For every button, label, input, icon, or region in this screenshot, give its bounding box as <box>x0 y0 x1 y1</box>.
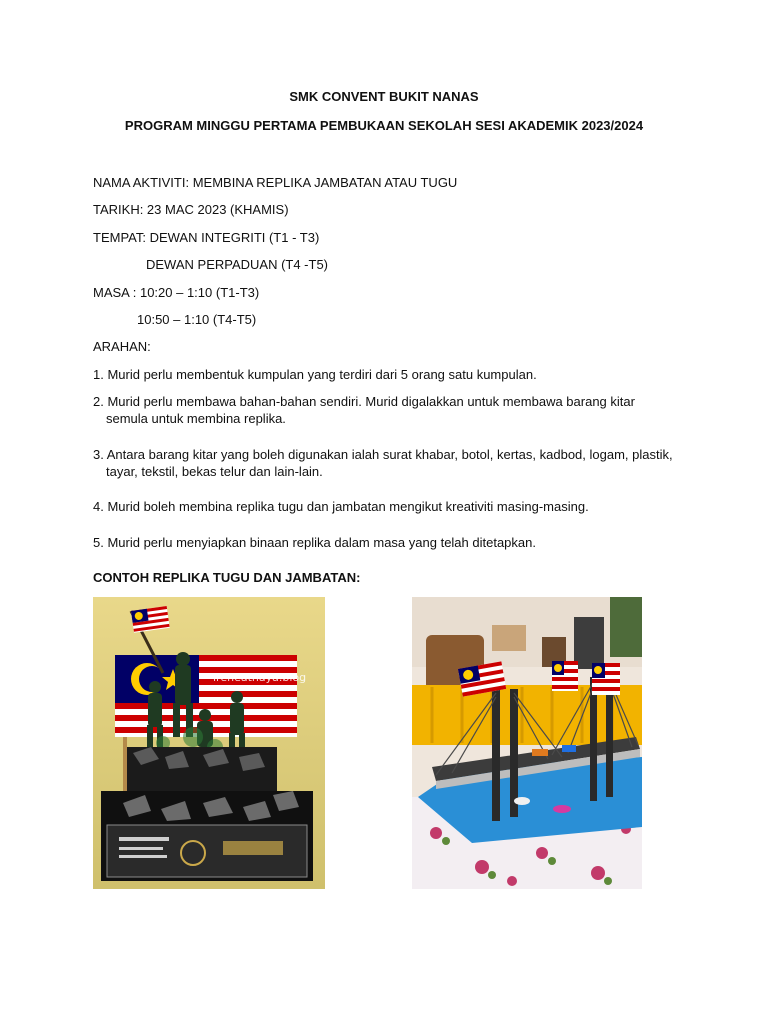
instruction-item-5: 5. Murid perlu menyiapkan binaan replika dalam masa yang telah ditetapkan. <box>93 535 536 550</box>
instruction-item-2: 2. Murid perlu membawa bahan-bahan sendiri. Murid digalakkan untuk membawa barang kitar <box>93 394 635 409</box>
watermark-text: ireneathaya.blog <box>213 671 307 684</box>
examples-heading: CONTOH REPLIKA TUGU DAN JAMBATAN: <box>93 570 361 585</box>
venue-line-1: TEMPAT: DEWAN INTEGRITI (T1 - T3) <box>93 230 320 245</box>
venue-line-2: DEWAN PERPADUAN (T4 -T5) <box>146 257 329 272</box>
program-title: PROGRAM MINGGU PERTAMA PEMBUKAAN SEKOLAH SESI AKADEMIK 2023/2024 <box>124 118 644 133</box>
bridge-replica-photo <box>412 597 642 889</box>
activity-date: TARIKH: 23 MAC 2023 (KHAMIS) <box>93 202 289 217</box>
school-name: SMK CONVENT BUKIT NANAS <box>289 89 479 104</box>
instruction-item-3-cont: tayar, tekstil, bekas telur dan lain-lain. <box>106 464 323 479</box>
time-line-1: MASA : 10:20 – 1:10 (T1-T3) <box>93 285 260 300</box>
time-line-2: 10:50 – 1:10 (T4-T5) <box>137 312 257 327</box>
instruction-item-1: 1. Murid perlu membentuk kumpulan yang terdiri dari 5 orang satu kumpulan. <box>93 367 537 382</box>
activity-name: NAMA AKTIVITI: MEMBINA REPLIKA JAMBATAN ATAU TUGU <box>93 175 458 190</box>
instruction-item-2-cont: semula untuk membina replika. <box>106 411 286 426</box>
monument-replica-photo <box>93 597 325 889</box>
instructions-heading: ARAHAN: <box>93 339 151 354</box>
instruction-item-3: 3. Antara barang kitar yang boleh digunakan ialah surat khabar, botol, kertas, kadbod, logam, plastik, <box>93 447 673 462</box>
instruction-item-4: 4. Murid boleh membina replika tugu dan jambatan mengikut kreativiti masing-masing. <box>93 499 589 514</box>
